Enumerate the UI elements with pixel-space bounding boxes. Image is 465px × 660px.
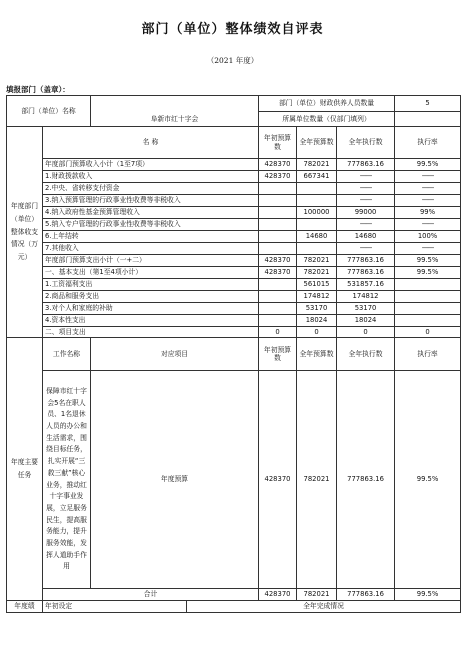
- budget-row-name: 2.商品和服务支出: [43, 291, 259, 303]
- col-header-initial: 年初预算数: [259, 127, 297, 159]
- total-initial: 428370: [259, 589, 297, 601]
- task-initial: 428370: [259, 371, 297, 589]
- total-full: 782021: [297, 589, 337, 601]
- budget-row: [7, 267, 461, 279]
- tasks-header-work: 工作名称: [43, 338, 91, 371]
- total-exec: 777863.16: [337, 589, 395, 601]
- budget-row-name: 年度部门预算支出小计（一+二）: [43, 255, 259, 267]
- budget-row-exec: ——: [337, 195, 395, 207]
- task-rate: 99.5%: [395, 371, 461, 589]
- budget-row-rate: [395, 291, 461, 303]
- budget-row: [7, 315, 461, 327]
- budget-row-full: [297, 183, 337, 195]
- total-rate: 99.5%: [395, 589, 461, 601]
- budget-row-full: 100000: [297, 207, 337, 219]
- budget-row-name: 3.对个人和家庭的补助: [43, 303, 259, 315]
- budget-row-initial: [259, 183, 297, 195]
- budget-row-name: 2.中央、省转移支付资金: [43, 183, 259, 195]
- staff-count-label: 部门（单位）财政供养人员数量: [259, 96, 395, 112]
- task-row: [7, 371, 461, 589]
- budget-row-full: 782021: [297, 159, 337, 171]
- budget-row-rate: [395, 303, 461, 315]
- budget-row-rate: 0: [395, 327, 461, 338]
- col-header-exec: 全年执行数: [337, 127, 395, 159]
- sub-units-value: [395, 112, 461, 127]
- budget-row-initial: [259, 279, 297, 291]
- budget-row-initial: [259, 219, 297, 231]
- budget-row-initial: [259, 243, 297, 255]
- budget-row: [7, 159, 461, 171]
- budget-row-name: 3.纳入预算管理的行政事业性收费等非税收入: [43, 195, 259, 207]
- budget-row-rate: ——: [395, 195, 461, 207]
- budget-row-name: 1.工资福利支出: [43, 279, 259, 291]
- budget-row-rate: ——: [395, 183, 461, 195]
- budget-row-exec: 18024: [337, 315, 395, 327]
- tasks-header-project: 对应项目: [91, 338, 259, 371]
- footer-side-label: 年度绩: [7, 601, 43, 613]
- budget-row-rate: [395, 315, 461, 327]
- footer-initial-goal: 年初设定: [43, 601, 187, 613]
- budget-row-full: 53170: [297, 303, 337, 315]
- filing-unit-label: 填报部门（盖章）：: [6, 85, 70, 94]
- col-header-rate: 执行率: [395, 127, 461, 159]
- budget-row-name: 7.其他收入: [43, 243, 259, 255]
- page-title: 部门（单位）整体绩效自评表: [141, 22, 324, 37]
- footer-completion: 全年完成情况: [187, 601, 461, 613]
- budget-row-rate: 99.5%: [395, 255, 461, 267]
- total-row: [7, 589, 461, 601]
- budget-row-name: 二、项目支出: [43, 327, 259, 338]
- budget-row-exec: 53170: [337, 303, 395, 315]
- col-header-name: 名 称: [43, 127, 259, 159]
- budget-row-initial: 428370: [259, 255, 297, 267]
- budget-row-exec: 14680: [337, 231, 395, 243]
- budget-row-full: 561015: [297, 279, 337, 291]
- budget-row-exec: 531857.16: [337, 279, 395, 291]
- budget-row: [7, 243, 461, 255]
- total-label: 合计: [43, 589, 259, 601]
- budget-row-exec: 777863.16: [337, 159, 395, 171]
- evaluation-table: [6, 95, 461, 613]
- budget-row-exec: ——: [337, 171, 395, 183]
- budget-row-initial: 0: [259, 327, 297, 338]
- budget-row-exec: ——: [337, 243, 395, 255]
- budget-row-rate: 99.5%: [395, 159, 461, 171]
- report-year: （2021 年度）: [206, 56, 259, 65]
- budget-row: [7, 255, 461, 267]
- budget-row-full: 0: [297, 327, 337, 338]
- dept-name-value: 阜新市红十字会: [91, 96, 259, 127]
- tasks-header-exec: 全年执行数: [337, 338, 395, 371]
- budget-row-rate: 99.5%: [395, 267, 461, 279]
- budget-row-exec: 777863.16: [337, 255, 395, 267]
- budget-row-name: 5.纳入专户管理的行政事业性收费等非税收入: [43, 219, 259, 231]
- budget-row-name: 4.纳入政府性基金预算管理收入: [43, 207, 259, 219]
- budget-row-rate: ——: [395, 171, 461, 183]
- budget-row-initial: [259, 231, 297, 243]
- budget-row-full: [297, 243, 337, 255]
- budget-row-rate: 100%: [395, 231, 461, 243]
- budget-row-initial: 428370: [259, 159, 297, 171]
- budget-row-name: 1.财政拨款收入: [43, 171, 259, 183]
- budget-row: [7, 303, 461, 315]
- budget-row-name: 年度部门预算收入小计（1至7项）: [43, 159, 259, 171]
- budget-row-full: 782021: [297, 255, 337, 267]
- budget-row-exec: 0: [337, 327, 395, 338]
- budget-row: [7, 171, 461, 183]
- staff-count-value: 5: [395, 96, 461, 112]
- task-project: 年度预算: [91, 371, 259, 589]
- budget-row-full: 18024: [297, 315, 337, 327]
- budget-row-rate: [395, 279, 461, 291]
- budget-row-initial: 428370: [259, 267, 297, 279]
- tasks-header-initial: 年初预算数: [259, 338, 297, 371]
- budget-row: [7, 327, 461, 338]
- tasks-side-label: 年度主要任务: [7, 338, 43, 601]
- budget-row-exec: 174812: [337, 291, 395, 303]
- budget-row-initial: 428370: [259, 171, 297, 183]
- budget-row-initial: [259, 195, 297, 207]
- budget-row-full: 174812: [297, 291, 337, 303]
- budget-row-rate: ——: [395, 243, 461, 255]
- sub-units-label: 所属单位数量（仅部门填列）: [259, 112, 395, 127]
- budget-row-full: [297, 195, 337, 207]
- budget-row: [7, 231, 461, 243]
- task-full: 782021: [297, 371, 337, 589]
- budget-row-name: 4.资本性支出: [43, 315, 259, 327]
- budget-row-rate: ——: [395, 219, 461, 231]
- budget-row: [7, 219, 461, 231]
- budget-row-rate: 99%: [395, 207, 461, 219]
- budget-row-full: [297, 219, 337, 231]
- budget-row: [7, 279, 461, 291]
- budget-row: [7, 183, 461, 195]
- task-exec: 777863.16: [337, 371, 395, 589]
- budget-row-exec: 777863.16: [337, 267, 395, 279]
- budget-row-initial: [259, 207, 297, 219]
- budget-row: [7, 207, 461, 219]
- tasks-header-rate: 执行率: [395, 338, 461, 371]
- budget-row-initial: [259, 303, 297, 315]
- budget-row: [7, 291, 461, 303]
- budget-row-exec: 99000: [337, 207, 395, 219]
- budget-row-full: 14680: [297, 231, 337, 243]
- tasks-header-full: 全年预算数: [297, 338, 337, 371]
- col-header-full: 全年预算数: [297, 127, 337, 159]
- budget-row-initial: [259, 315, 297, 327]
- budget-row-full: 782021: [297, 267, 337, 279]
- budget-row-name: 6.上年结转: [43, 231, 259, 243]
- budget-row-name: 一、基本支出（第1至4项小计）: [43, 267, 259, 279]
- budget-row-initial: [259, 291, 297, 303]
- budget-row-exec: ——: [337, 183, 395, 195]
- task-work-name: 保障市红十字会5名在职人员、1名退休人员的办公和生活需求，围绕目标任务，扎实开展“三救三献”核心业务，推动红十字事业发展，立足服务民生，提高服务能力，提升服务效能，发挥人道助手作用: [43, 371, 91, 589]
- budget-row: [7, 195, 461, 207]
- dept-name-label: 部门（单位）名称: [7, 96, 91, 127]
- budget-side-label: 年度部门（单位）整体收支情况（万元）: [7, 127, 43, 338]
- budget-row-exec: ——: [337, 219, 395, 231]
- budget-row-full: 667341: [297, 171, 337, 183]
